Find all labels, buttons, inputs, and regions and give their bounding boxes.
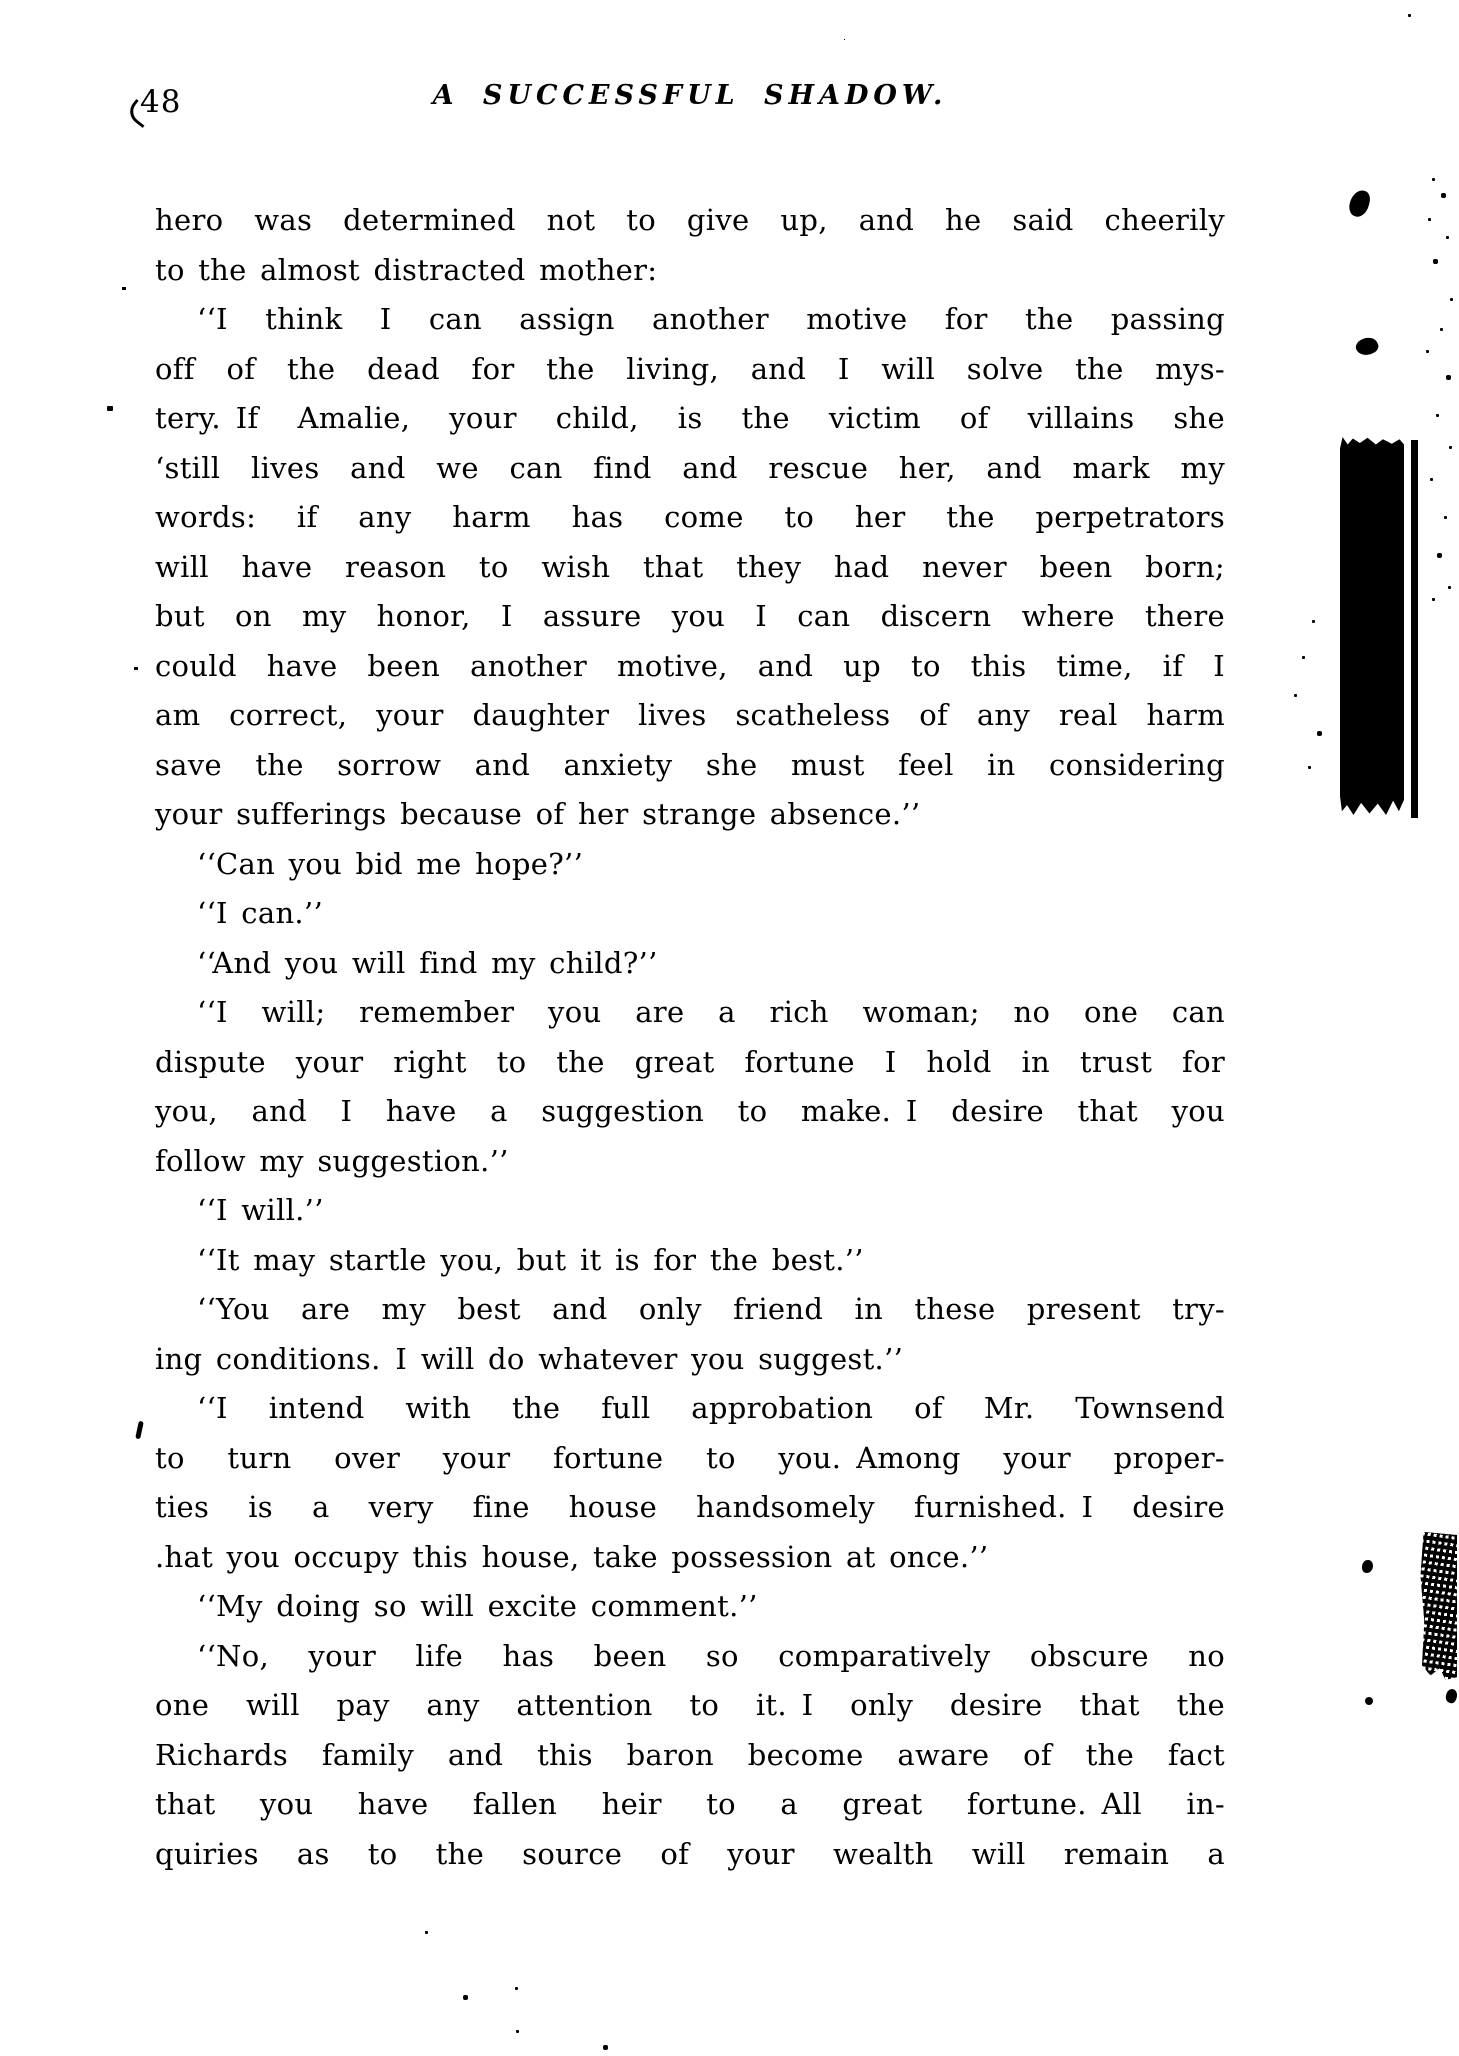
ink-blot [1353,334,1380,358]
text-line: ‘‘I think I can assign another motive for the passing [197,302,1225,336]
stray-quote-mark [135,1421,144,1440]
ink-blot [1444,1688,1459,1705]
text-line: hero was determined not to give up, and he said cheerily [155,203,1225,237]
scan-artifact-bar [1340,437,1404,815]
text-line: could have been another motive, and up to this time, if I [155,648,1225,683]
text-line: ‘‘My doing so will excite comment.’’ [197,1589,758,1623]
page-number: 48 [140,84,182,120]
text-line: one will pay any attention to it. I only desire that the [155,1688,1225,1722]
scan-speckles [1432,178,1435,181]
text-line: tery. If Amalie, your child, is the victim of villains she [155,401,1225,435]
text-line: ‘‘Can you bid me hope?’’ [197,846,584,881]
scan-speckles [107,406,113,411]
text-line: ‘‘You are my best and only friend in these present try- [197,1292,1225,1326]
text-line: quiries as to the source of your wealth will remain a [155,1836,1225,1871]
text-line: ‘‘I intend with the full approbation of Mr. Townsend [197,1391,1225,1425]
text-line: ‘‘And you will find my child?’’ [197,945,658,980]
text-line: am correct, your daughter lives scatheless of any real harm [155,698,1225,732]
ink-blot [1347,188,1372,219]
text-line: Richards family and this baron become aware of the fact [155,1737,1225,1772]
text-line: to turn over your fortune to you. Among your proper- [155,1440,1225,1475]
text-line: that you have fallen heir to a great fortune. All in- [155,1787,1225,1821]
text-line: but on my honor, I assure you I can discern where there [155,599,1225,633]
page-body-text [155,196,1225,1879]
text-line: you, and I have a suggestion to make. I desire that you [155,1094,1225,1128]
text-line: ‘‘I can.’’ [197,896,323,930]
scan-artifact-line [1411,440,1418,818]
text-line: ‘still lives and we can find and rescue her, and mark my [155,450,1225,485]
ink-blot [1362,1560,1373,1573]
text-line: .hat you occupy this house, take possession at once.’’ [155,1539,989,1574]
scan-artifact-patch [1419,1532,1457,1680]
text-line: will have reason to wish that they had never been born; [155,549,1225,584]
text-line: ‘‘I will; remember you are a rich woman; no one can [197,995,1225,1029]
running-title: A SUCCESSFUL SHADOW. [432,80,948,111]
text-line: to the almost distracted mother: [155,252,658,287]
text-line: words: if any harm has come to her the perpetrators [155,500,1225,534]
text-line: ‘‘No, your life has been so comparatively obscure no [197,1638,1225,1673]
scan-speckles [425,1931,428,1934]
text-line: save the sorrow and anxiety she must feel in considering [155,747,1225,782]
ink-blot [1365,1697,1373,1705]
text-line: ing conditions. I will do whatever you suggest.’’ [155,1341,904,1376]
text-line: your sufferings because of her strange absence.’’ [155,797,921,831]
text-line: dispute your right to the great fortune I hold in trust for [155,1044,1225,1079]
scan-speckles [1312,620,1315,623]
text-line: ties is a very fine house handsomely furnished. I desire [155,1490,1225,1524]
text-line: ‘‘I will.’’ [197,1193,324,1227]
scan-speckles [1408,14,1411,17]
text-line: ‘‘It may startle you, but it is for the best.’’ [197,1242,864,1277]
text-line: off of the dead for the living, and I will solve the mys- [155,351,1225,386]
text-line: follow my suggestion.’’ [155,1143,509,1178]
